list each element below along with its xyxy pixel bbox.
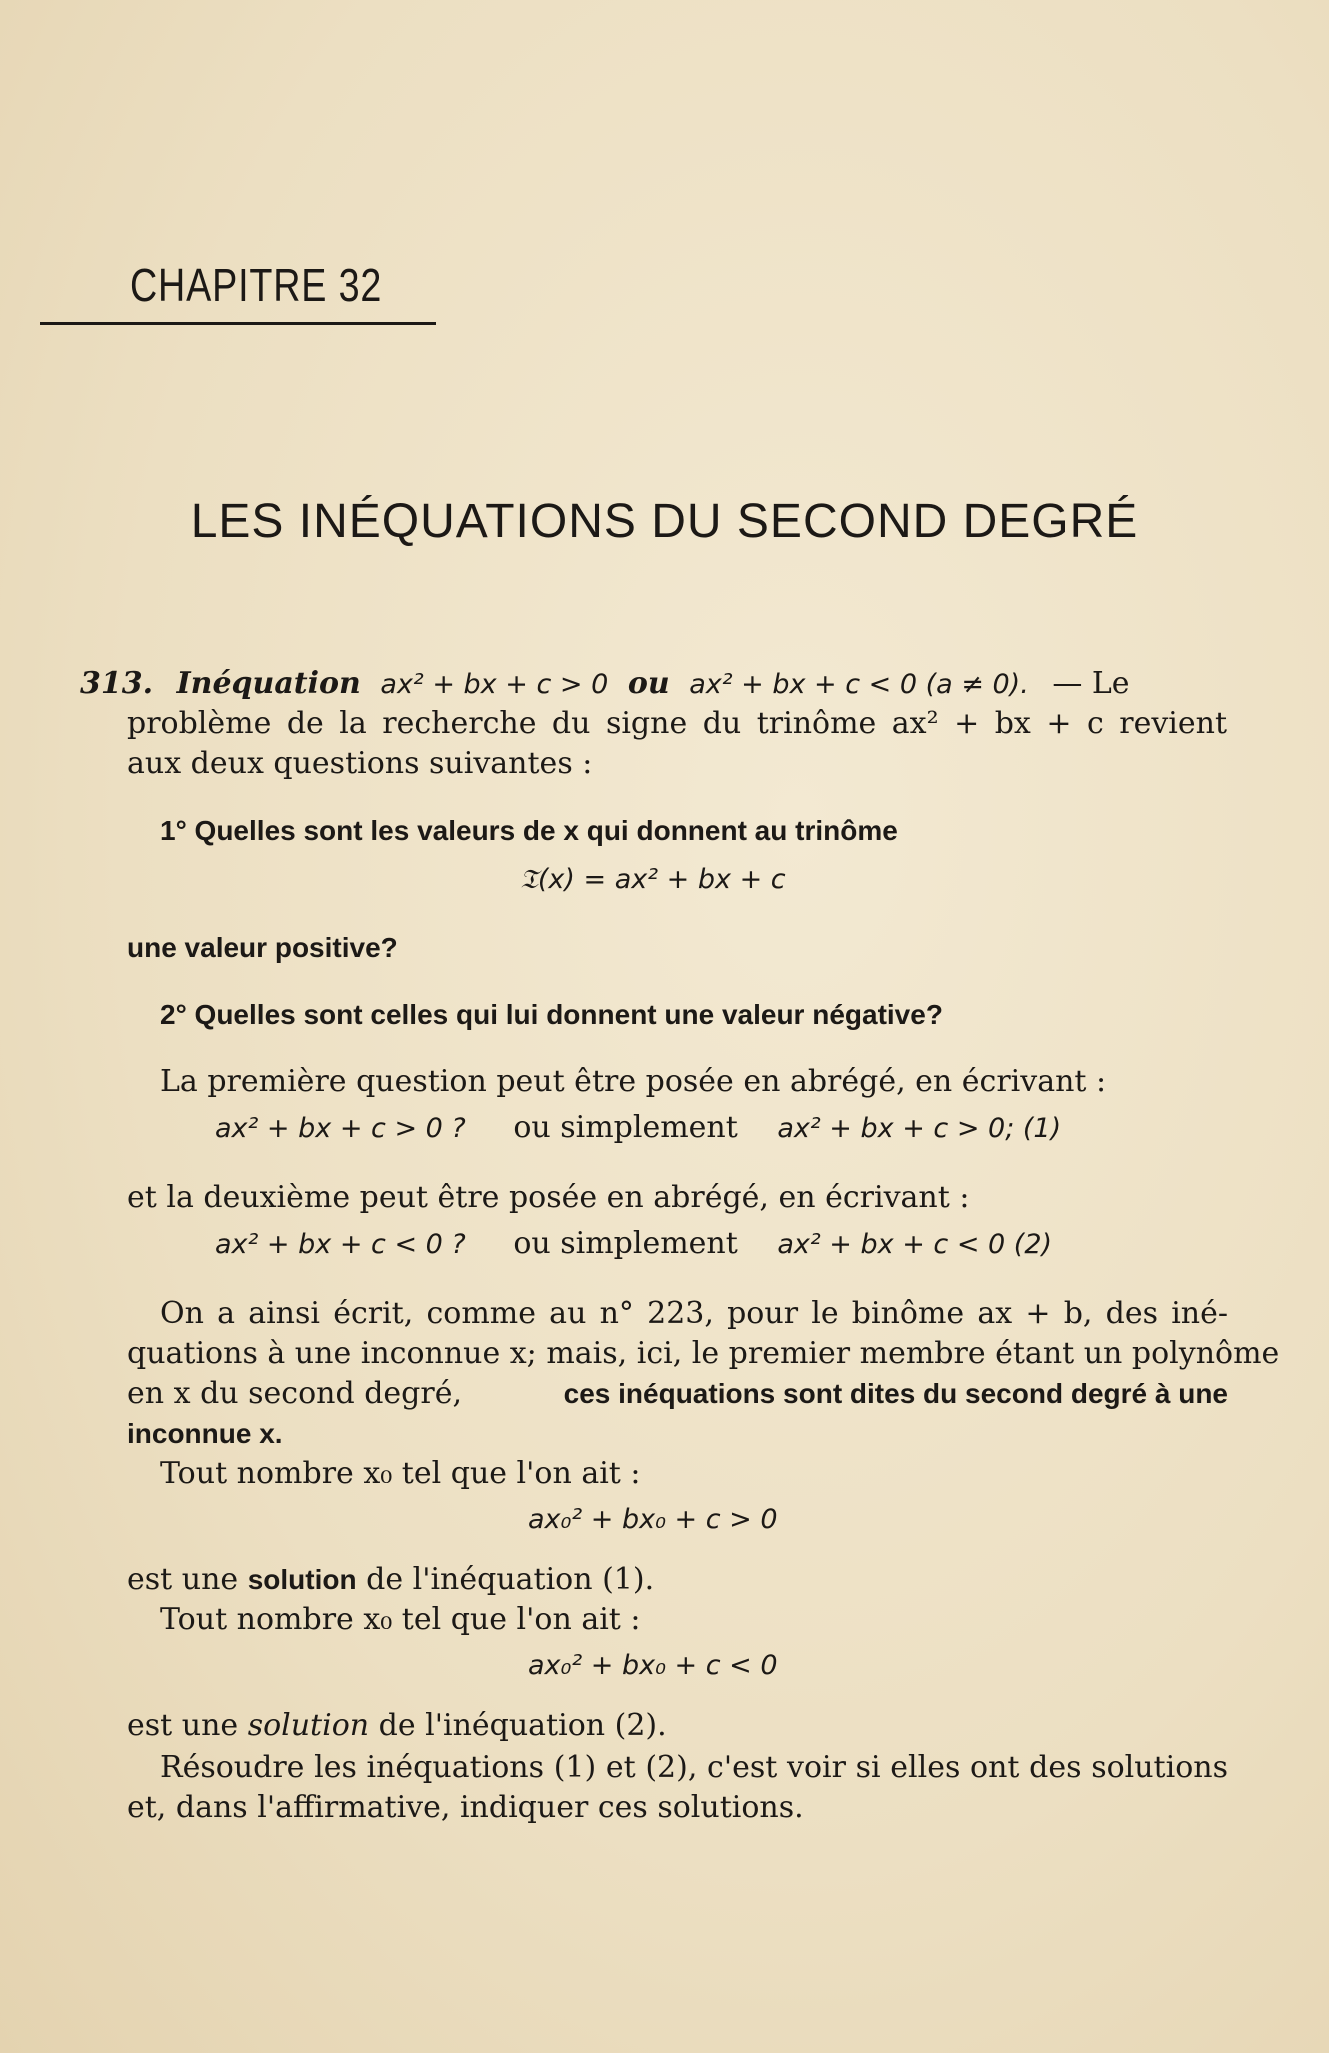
paragraph-4-line-2-c: de l'inéquation (1).: [366, 1562, 655, 1597]
paragraph-5-line-2-a: est une: [127, 1708, 239, 1743]
equation-2-connector: ou simplement: [513, 1226, 738, 1261]
solution-formula-1: ax₀² + bx₀ + c > 0: [528, 1504, 778, 1535]
question-1: 1° Quelles sont les valeurs de x qui donnent au trinôme: [160, 815, 898, 846]
heading-tail: — Le: [1052, 666, 1130, 701]
trinome-formula: 𝔗(x) = ax² + bx + c: [520, 864, 786, 895]
equation-1-connector: ou simplement: [513, 1110, 738, 1145]
heading-formula-1: ax² + bx + c > 0: [380, 669, 609, 700]
heading-connector: ou: [627, 666, 670, 701]
paragraph-5-line-2: [127, 1708, 667, 1744]
equation-1-left: ax² + bx + c > 0 ?: [215, 1113, 466, 1144]
equation-2: [215, 1226, 1052, 1263]
heading-formula-2: ax² + bx + c < 0 (a ≠ 0).: [689, 669, 1029, 700]
paragraph-3-line-2: quations à une inconnue x; mais, ici, le premier membre étant un polynôme: [127, 1336, 1280, 1371]
paragraph-3-line-3-a: en x du second degré,: [127, 1376, 462, 1411]
intro-line-3: aux deux questions suivantes :: [127, 746, 593, 781]
paragraph-5-line-2-c: de l'inéquation (2).: [378, 1708, 667, 1743]
paragraph-1: La première question peut être posée en abrégé, en écrivant :: [160, 1064, 1107, 1099]
paragraph-3-line-1: On a ainsi écrit, comme au n° 223, pour le binôme ax + b, des iné-: [160, 1296, 1228, 1331]
question-1-end: une valeur positive?: [127, 932, 398, 963]
chapter-label: CHAPITRE 32: [130, 259, 383, 311]
equation-1: [215, 1110, 1061, 1147]
equation-1-right: ax² + bx + c > 0; (1): [777, 1113, 1062, 1144]
solution-formula-2: ax₀² + bx₀ + c < 0: [528, 1650, 778, 1681]
solution-term-1: solution: [247, 1564, 357, 1595]
section-heading: Inéquation: [176, 666, 361, 701]
solution-term-2: solution: [247, 1708, 370, 1743]
paragraph-3-line-4: inconnue x.: [127, 1418, 283, 1449]
paragraph-2: et la deuxième peut être posée en abrégé, en écrivant :: [127, 1180, 970, 1215]
paragraph-3-line-3: [127, 1376, 1228, 1412]
intro-line-2: problème de la recherche du signe du trinôme ax² + bx + c revient: [127, 706, 1227, 741]
equation-2-right: ax² + bx + c < 0 (2): [777, 1229, 1053, 1260]
paragraph-3-line-3-b: ces inéquations sont dites du second degré à une: [563, 1378, 1228, 1409]
section-heading-line: [80, 666, 1230, 703]
section-number: 313.: [80, 666, 154, 701]
paragraph-4-line-2-a: est une: [127, 1562, 239, 1597]
paragraph-4-line-2: [127, 1562, 654, 1598]
equation-2-left: ax² + bx + c < 0 ?: [215, 1229, 466, 1260]
paragraph-5-line-1: Tout nombre x₀ tel que l'on ait :: [160, 1602, 641, 1637]
paragraph-6-line-1: Résoudre les inéquations (1) et (2), c'est voir si elles ont des solutions: [160, 1750, 1228, 1785]
chapter-title: LES INÉQUATIONS DU SECOND DEGRÉ: [190, 495, 1139, 548]
question-2: 2° Quelles sont celles qui lui donnent une valeur négative?: [160, 999, 943, 1030]
paragraph-4-line-1: Tout nombre x₀ tel que l'on ait :: [160, 1456, 641, 1491]
chapter-divider: [40, 322, 436, 325]
paragraph-6-line-2: et, dans l'affirmative, indiquer ces solutions.: [127, 1790, 804, 1825]
